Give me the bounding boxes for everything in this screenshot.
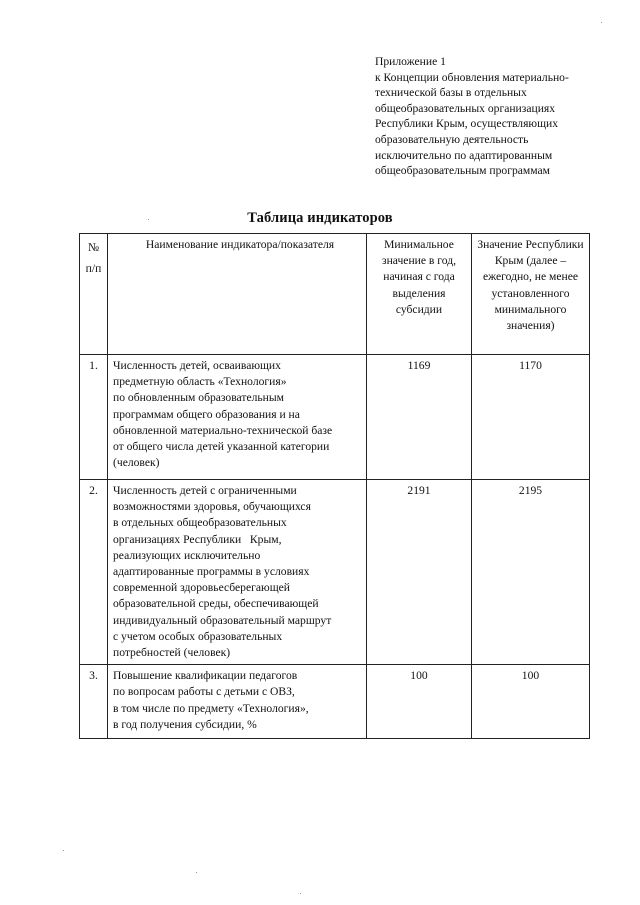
name-line: обновленной материально-технической базе	[113, 423, 333, 437]
header-indicator-name: Наименование индикатора/показателя	[108, 234, 367, 355]
header-min-value: Минимальное значение в год, начиная с года выделения субсидии	[367, 234, 472, 355]
row-indicator-name	[108, 665, 367, 739]
name-line: в год получения субсидии, %	[113, 717, 257, 731]
header-number-sign: №	[87, 241, 100, 254]
name-line: современной здоровьесберегающей	[113, 581, 290, 595]
appendix-line: технической базы в отдельных	[375, 86, 527, 100]
row-indicator-name	[108, 355, 367, 480]
name-line: программам общего образования и на	[113, 407, 300, 421]
name-line: по обновленным образовательным	[113, 391, 285, 405]
appendix-line: Республики Крым, осуществляющих	[375, 117, 558, 131]
name-line: в том числе по предмету «Технология»,	[113, 701, 309, 715]
row-crimea-value: 100	[472, 665, 590, 739]
appendix-note	[375, 54, 615, 179]
page-title: Таблица индикаторов	[247, 210, 393, 226]
name-line: адаптированные программы в условиях	[113, 565, 310, 579]
name-line: возможностями здоровья, обучающихся	[113, 500, 311, 514]
header-number	[80, 234, 108, 355]
row-min-value: 100	[367, 665, 472, 739]
table-row	[80, 355, 590, 480]
name-line: с учетом особых образовательных	[113, 629, 283, 643]
appendix-line: к Концепции обновления материально-	[375, 70, 569, 84]
name-line: организациях Республики Крым,	[113, 532, 282, 546]
name-line: Численность детей с ограниченными	[113, 484, 297, 497]
name-line: образовательной среды, обеспечивающей	[113, 597, 319, 611]
appendix-line: Приложение 1	[375, 55, 446, 68]
row-min-value: 1169	[367, 355, 472, 480]
header-number-label: п/п	[85, 262, 102, 275]
row-crimea-value: 1170	[472, 355, 590, 480]
row-number: 2.	[80, 480, 108, 665]
name-line: Численность детей, осваивающих	[113, 359, 281, 372]
name-line: по вопросам работы с детьми с ОВЗ,	[113, 685, 295, 699]
row-number: 1.	[80, 355, 108, 480]
row-min-value: 2191	[367, 480, 472, 665]
row-number: 3.	[80, 665, 108, 739]
scan-speck	[601, 22, 602, 23]
appendix-line: исключительно по адаптированным	[375, 148, 553, 162]
scan-speck	[148, 219, 149, 220]
name-line: предметную область «Технология»	[113, 375, 287, 389]
name-line: в отдельных общеобразовательных	[113, 516, 287, 530]
scan-speck	[196, 872, 197, 873]
indicators-table	[79, 233, 590, 739]
name-line: (человек)	[113, 456, 160, 470]
table-row	[80, 665, 590, 739]
scan-speck	[63, 850, 64, 851]
row-crimea-value: 2195	[472, 480, 590, 665]
appendix-line: общеобразовательных организациях	[375, 101, 556, 115]
row-indicator-name	[108, 480, 367, 665]
name-line: потребностей (человек)	[113, 646, 231, 660]
appendix-line: образовательную деятельность	[375, 132, 529, 146]
appendix-line: общеобразовательным программам	[375, 164, 550, 178]
scan-speck	[300, 893, 301, 894]
table-row	[80, 480, 590, 665]
header-crimea-value: Значение Республики Крым (далее – ежегодно, не менее установленного минимального значения)	[472, 234, 590, 355]
name-line: индивидуальный образовательный маршрут	[113, 613, 332, 627]
name-line: Повышение квалификации педагогов	[113, 669, 298, 683]
table-header-row	[80, 234, 590, 355]
name-line: от общего числа детей указанной категории	[113, 440, 330, 454]
name-line: реализующих исключительно	[113, 548, 261, 562]
